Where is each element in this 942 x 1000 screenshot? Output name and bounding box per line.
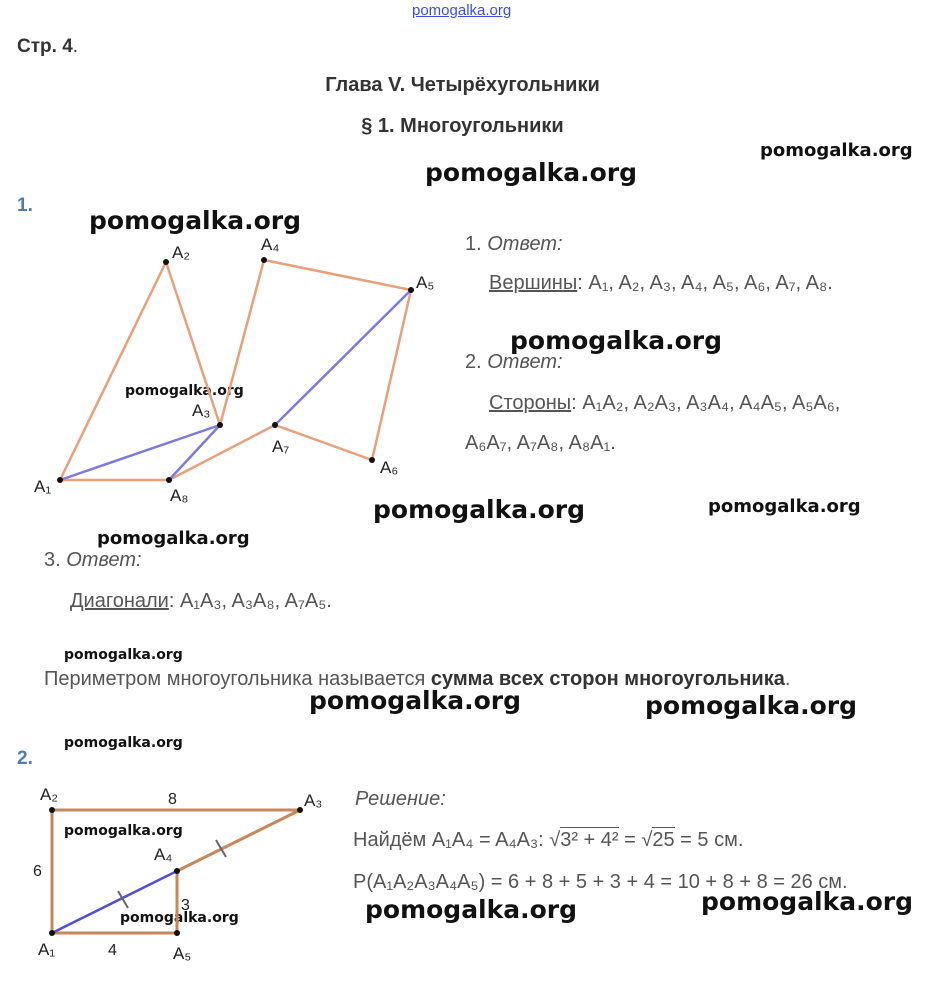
answer-3-number: 3. <box>44 549 61 571</box>
pentagon-figure <box>20 775 350 975</box>
watermark: pomogalka.org <box>309 686 522 715</box>
sides-list-1: : A₁A₂, A₂A₃, A₃A₄, A₄A₅, A₅A₆, <box>571 392 841 414</box>
answer-1 <box>465 233 563 256</box>
diagonals-line <box>70 590 332 613</box>
watermark: pomogalka.org <box>120 910 239 926</box>
sqrt-2: 25 <box>652 829 675 851</box>
watermark: pomogalka.org <box>701 887 914 916</box>
site-link[interactable]: pomogalka.org <box>412 2 512 19</box>
vertex-a5 <box>408 287 414 293</box>
vertex-a3 <box>297 807 303 813</box>
perimeter-definition <box>44 668 790 691</box>
watermark: pomogalka.org <box>708 496 861 517</box>
vertex-a4 <box>174 868 180 874</box>
answer-2 <box>465 351 563 374</box>
label-a2: A₂ <box>172 243 190 262</box>
page-number <box>17 36 78 58</box>
label-a5: A₅ <box>173 944 192 963</box>
diagonals-list: : A₁A₃, A₃A₈, A₇A₅. <box>168 590 332 612</box>
length-a4a5: 3 <box>181 897 190 914</box>
vertex-a4 <box>261 257 267 263</box>
label-a3: A₃ <box>304 791 323 810</box>
diagonal-a1a4 <box>52 871 177 933</box>
watermark: pomogalka.org <box>125 383 244 399</box>
label-a8: A₈ <box>170 486 189 505</box>
find-prefix: Найдём A₁A₄ = A₄A₃: <box>353 829 550 851</box>
perimeter-def-end: . <box>784 668 791 690</box>
label-a7: A₇ <box>272 437 290 456</box>
vertex-a2 <box>49 807 55 813</box>
vertex-a3 <box>217 422 223 428</box>
label-a4: A₄ <box>154 845 173 864</box>
vertex-a6 <box>369 457 375 463</box>
vertices-line <box>489 272 833 295</box>
sides-label: Стороны <box>489 392 572 414</box>
answer-3 <box>44 549 142 572</box>
polygon-figure <box>30 230 450 510</box>
watermark: pomogalka.org <box>89 206 302 235</box>
page-number-text: Стр. 4 <box>17 36 73 57</box>
perimeter-def-normal: Периметром многоугольника называется <box>44 668 431 690</box>
sides-list-2: A₆A₇, A₇A₈, A₈A₁. <box>465 432 616 454</box>
watermark: pomogalka.org <box>64 735 183 751</box>
answer-1-label: Ответ: <box>487 233 563 255</box>
vertex-a8 <box>166 477 172 483</box>
vertex-a2 <box>163 259 169 265</box>
watermark: pomogalka.org <box>373 495 586 524</box>
length-a1a2: 6 <box>33 863 42 880</box>
vertex-a1 <box>49 930 55 936</box>
vertex-a1 <box>57 477 63 483</box>
solution-label: Решение: <box>355 788 446 810</box>
answer-3-label: Ответ: <box>66 549 142 571</box>
label-a3: A₃ <box>192 401 211 420</box>
answer-2-number: 2. <box>465 351 482 373</box>
perimeter-def-bold: сумма всех сторон многоугольника <box>430 668 785 690</box>
task-1-number: 1. <box>17 195 33 216</box>
task-2-number: 2. <box>17 748 33 769</box>
perimeter-line: P(A₁A₂A₃A₄A₅) = 6 + 8 + 5 + 3 + 4 = 10 + 8 + 8 = 26 см. <box>353 871 848 893</box>
answer-1-number: 1. <box>465 233 482 255</box>
section-title: § 1. Многоугольники <box>361 115 564 137</box>
vertices-list: : A₁, A₂, A₃, A₄, A₅, A₆, A₇, A₈. <box>577 272 833 294</box>
find-suffix: = 5 см. <box>674 829 744 851</box>
label-a2: A₂ <box>40 785 58 804</box>
page-number-dot: . <box>72 36 79 57</box>
watermark: pomogalka.org <box>760 140 913 161</box>
watermark: pomogalka.org <box>510 326 723 355</box>
find-line <box>353 829 743 852</box>
length-a1a5: 4 <box>108 942 117 959</box>
answer-2-label: Ответ: <box>487 351 563 373</box>
sides-line <box>489 392 840 415</box>
label-a1: A₁ <box>38 940 56 959</box>
chapter-title: Глава V. Четырёхугольники <box>325 74 600 96</box>
diagonal-a7a5 <box>275 290 411 425</box>
sqrt-sign-1: √ <box>549 829 561 851</box>
vertex-a5 <box>174 930 180 936</box>
eq-mid: = <box>618 829 642 851</box>
vertex-a7 <box>272 422 278 428</box>
diagonals-label: Диагонали <box>70 590 169 612</box>
watermark: pomogalka.org <box>425 158 638 187</box>
label-a6: A₆ <box>380 458 399 477</box>
watermark: pomogalka.org <box>645 691 858 720</box>
label-a1: A₁ <box>34 477 52 496</box>
label-a5: A₅ <box>416 273 435 292</box>
watermark: pomogalka.org <box>365 895 578 924</box>
sqrt-1: 3² + 4² <box>560 829 619 851</box>
label-a4: A₄ <box>261 235 280 254</box>
watermark: pomogalka.org <box>64 647 183 663</box>
length-a2a3: 8 <box>168 791 177 808</box>
watermark: pomogalka.org <box>97 528 250 549</box>
vertices-label: Вершины <box>489 272 578 294</box>
watermark: pomogalka.org <box>64 823 183 839</box>
polygon-sides <box>60 260 411 480</box>
sqrt-sign-2: √ <box>641 829 653 851</box>
